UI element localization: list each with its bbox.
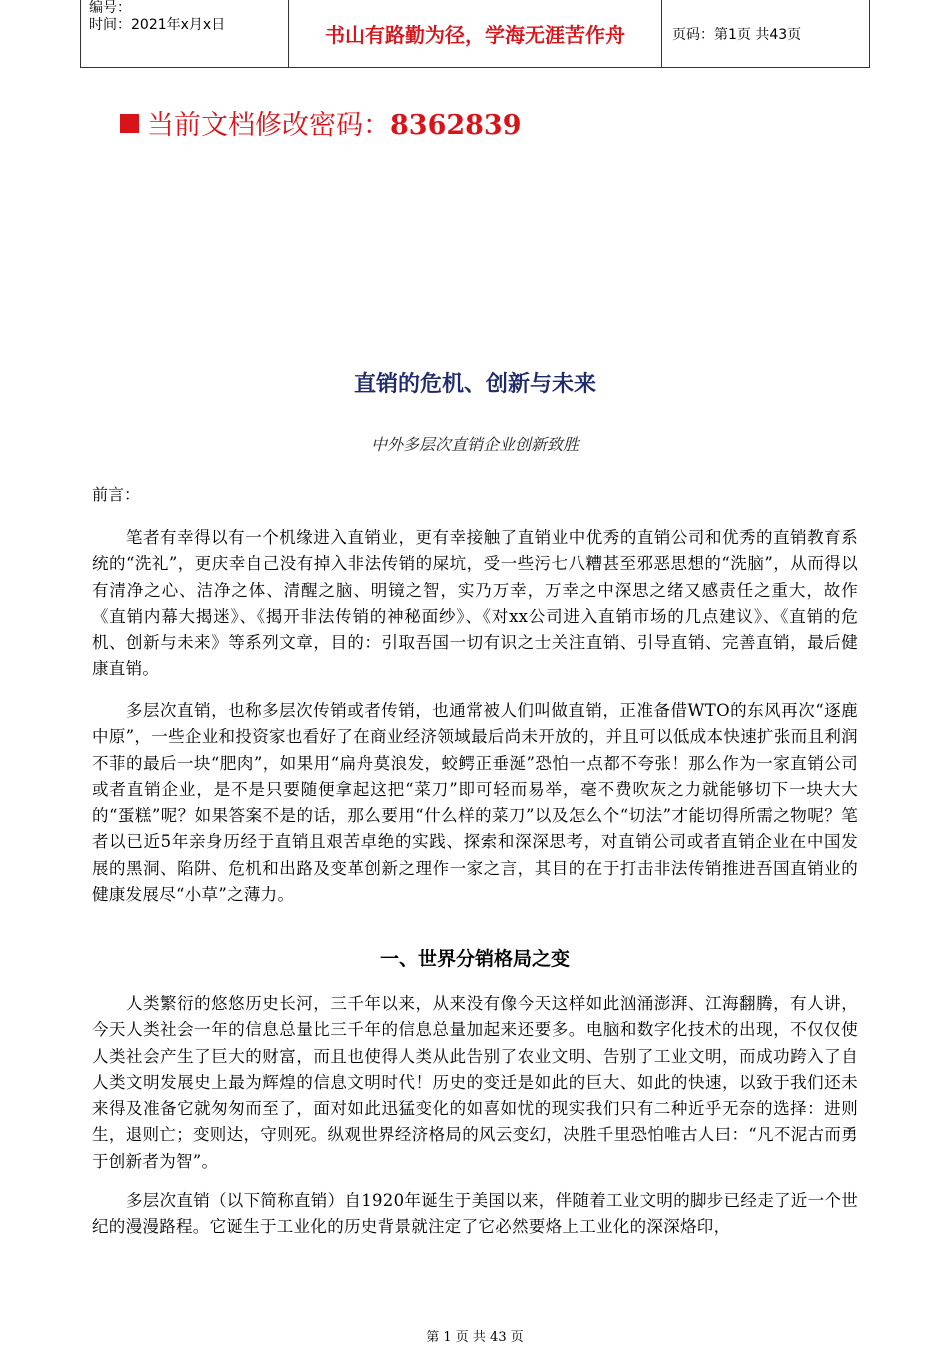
header-motto: 书山有路勤为径，学海无涯苦作舟 xyxy=(289,0,662,68)
paragraph: 多层次直销（以下简称直销）自1920年诞生于美国以来，伴随着工业文明的脚步已经走了近一个世纪的漫漫路程。它诞生于工业化的历史背景就注定了它必然要烙上工业化的深深烙印， xyxy=(92,1191,858,1237)
paragraph: 人类繁衍的悠悠历史长河，三千年以来，从来没有像今天这样如此汹涌澎湃、江海翻腾，有人讲，今天人类社会一年的信息总量比三千年的信息总量加起来还要多。电脑和数字化技术的出现，不仅仅使人类社会产生了巨大的财富，而且也使得人类从此告别了农业文明、告别了工业文明，而成功跨入了自人类文明发展史上最为辉煌的信息文明时代！历史的变迁是如此的巨大、如此的快速，以致于我们还未来得及准备它就匆匆而至了，面对如此迅猛变化的如喜如忧的现实我们只有二种近乎无奈的选择：进则生，退则亡；变则达，守则死。纵观世界经济格局的风云变幻，决胜千里恐怕唯古人曰：“凡不泥古而勇于创新者为智”。 xyxy=(92,994,858,1171)
paragraph: 笔者有幸得以有一个机缘进入直销业，更有幸接触了直销业中优秀的直销公司和优秀的直销教育系统的“洗礼”，更庆幸自己没有掉入非法传销的屎坑，受一些污七八糟甚至邪恶思想的“洗脑”，从而得以有清净之心、洁净之体、清醒之脑、明镜之智，实乃万幸，万幸之中深思之绪又感责任之重大，故作《直销内幕大揭迷》、《揭开非法传销的神秘面纱》、《对xx公司进入直销市场的几点建议》、《直销的危机、创新与未来》等系列文章，目的：引取吾国一切有识之士关注直销、引导直销、完善直销，最后健康直销。 xyxy=(92,528,858,679)
header-table xyxy=(80,0,870,68)
section-heading: 一、世界分销格局之变 xyxy=(379,948,570,970)
preface-label: 前言： xyxy=(92,485,141,504)
password-notice xyxy=(120,108,522,144)
document-title: 直销的危机、创新与未来 xyxy=(353,372,596,397)
header-meta-cell xyxy=(81,0,289,68)
header-page-info: 页码：第1页 共43页 xyxy=(662,0,870,68)
document-subtitle: 中外多层次直销企业创新致胜 xyxy=(370,435,579,454)
password-prefix: 当前文档修改密码： xyxy=(147,110,390,141)
paragraph: 多层次直销，也称多层次传销或者传销，也通常被人们叫做直销，正准备借WTO的东风再次“逐鹿中原”，一些企业和投资家也看好了在商业经济领域最后尚未开放的，并且可以低成本快速扩张而且利润不菲的最后一块“肥肉”，如果用“扁舟莫浪发，蛟鳄正垂涎”恐怕一点都不夸张！那么作为一家直销公司或者直销企业，是不是只要随便拿起这把“菜刀”即可轻而易举，毫不费吹灰之力就能够切下一块大大的“蛋糕”呢？如果答案不是的话，那么要用“什么样的菜刀”以及怎么个“切法”才能切得所需之物呢？笔者以已近5年亲身历经于直销且艰苦卓绝的实践、探索和深深思考，对直销公司或者直销企业在中国发展的黑洞、陷阱、危机和出路及变革创新之理作一家之言，其目的在于打击非法传销推进吾国直销业的健康发展尽“小草”之薄力。 xyxy=(92,701,858,905)
document-number-label: 编号： xyxy=(89,0,131,16)
square-bullet-icon xyxy=(120,114,139,133)
document-date-label: 时间：2021年x月x日 xyxy=(89,17,226,33)
page-footer: 第 1 页 共 43 页 xyxy=(426,1330,524,1345)
password-code: 8362839 xyxy=(390,110,522,141)
